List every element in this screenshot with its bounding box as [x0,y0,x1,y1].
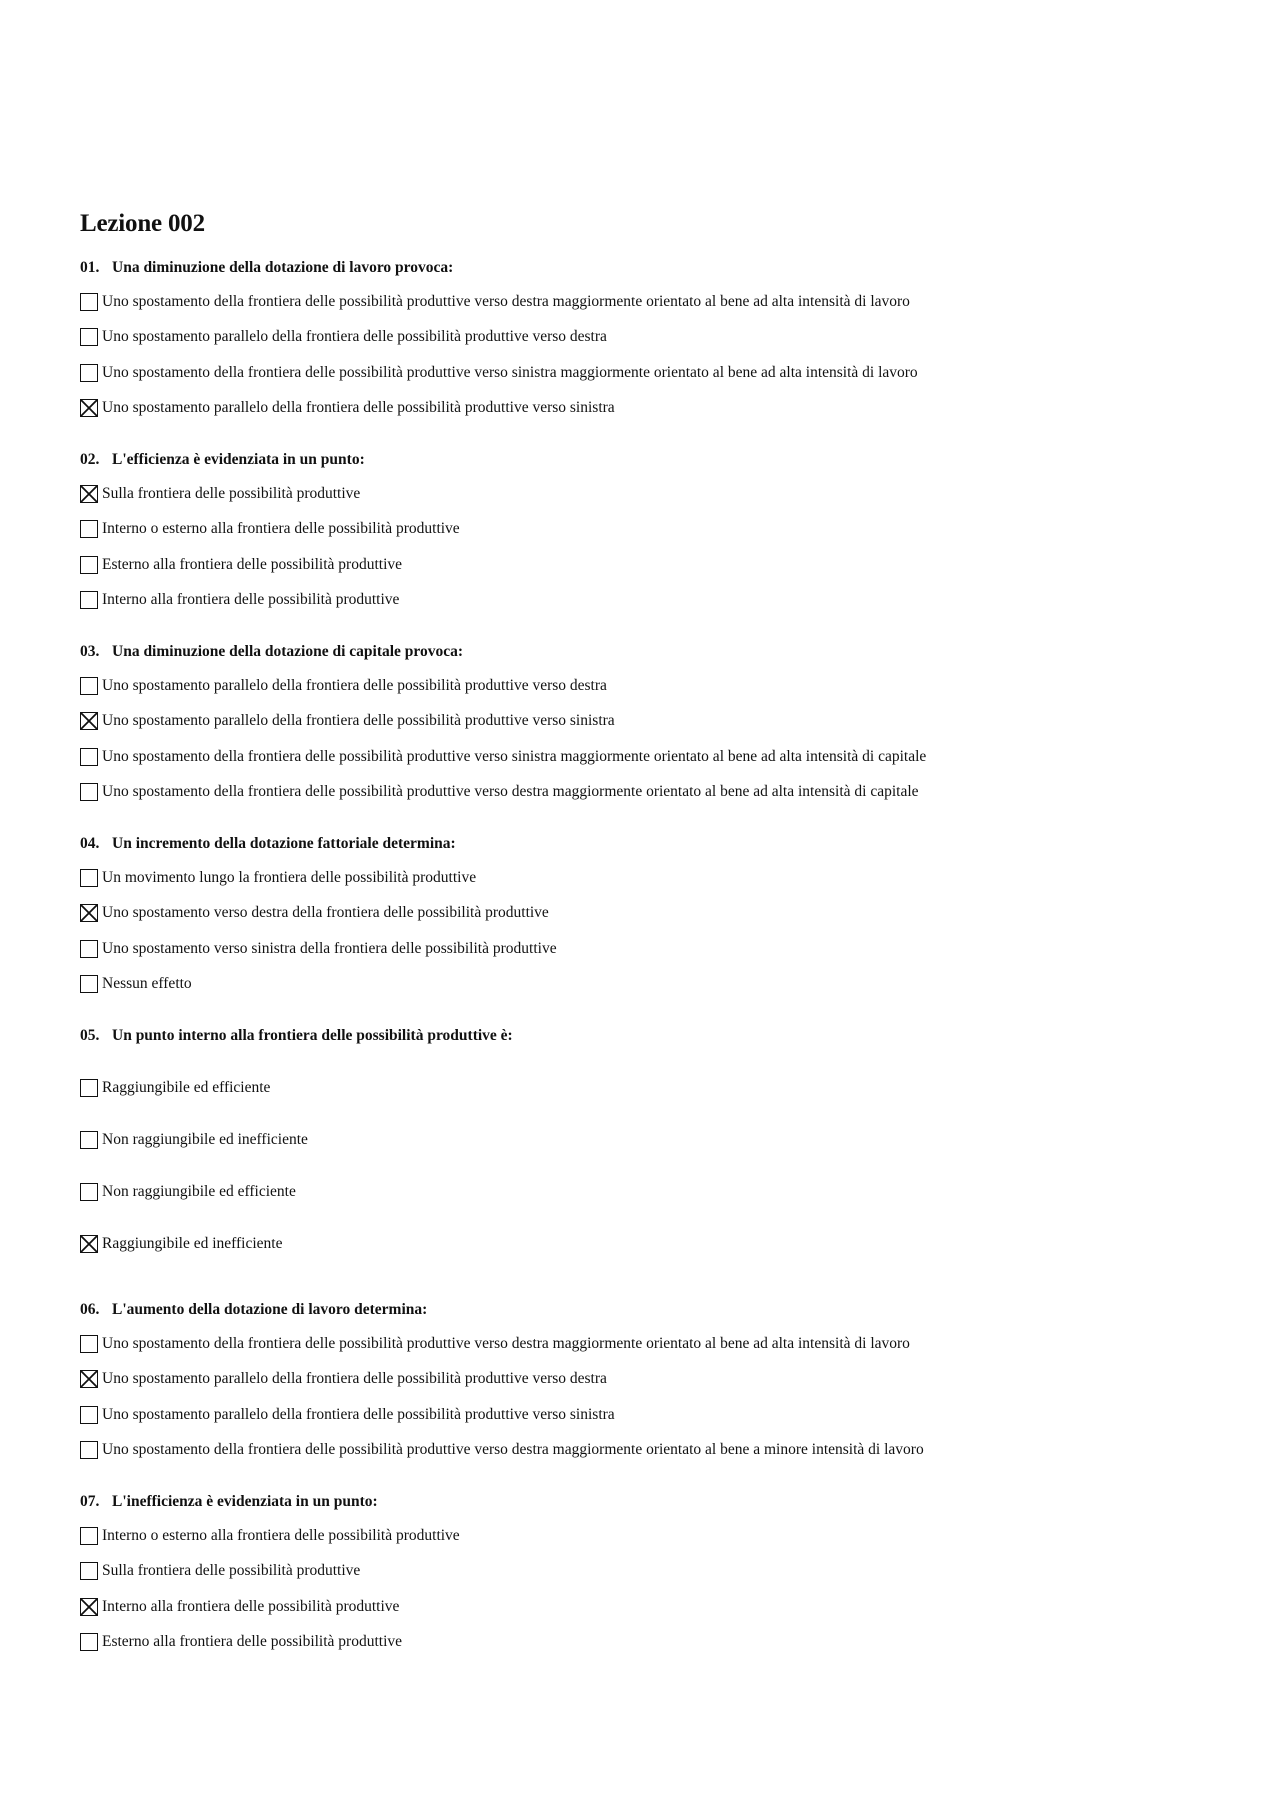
answer-option[interactable] [80,739,1230,775]
answer-option[interactable] [80,704,1230,740]
answer-option[interactable] [80,1518,1230,1554]
answer-option[interactable] [80,547,1230,583]
answer-option-label: Interno o esterno alla frontiera delle possibilità produttive [102,1526,460,1544]
answer-checkbox[interactable] [80,1562,98,1580]
cross-mark-icon [81,1236,97,1252]
answer-option[interactable] [80,1589,1230,1625]
question-text [80,1026,1230,1046]
question-06 [80,1300,1230,1468]
question-prompt: L'aumento della dotazione di lavoro determina: [112,1301,428,1318]
answer-option-label: Uno spostamento verso destra della frontiera delle possibilità produttive [102,904,549,922]
answer-option[interactable] [80,1218,1230,1270]
answer-checkbox-checked[interactable] [80,1370,98,1388]
answer-option[interactable] [80,391,1230,427]
cross-mark-icon [81,1599,97,1615]
answer-checkbox[interactable] [80,1335,98,1353]
cross-mark-icon [81,400,97,416]
question-number: 01. [80,259,100,276]
answer-checkbox[interactable] [80,940,98,958]
answer-option-label: Uno spostamento della frontiera delle possibilità produttive verso destra maggiormente orientato al bene ad alta intensità di lavoro [102,1334,910,1352]
question-number: 06. [80,1301,100,1318]
answer-option[interactable] [80,931,1230,967]
answer-checkbox-checked[interactable] [80,1598,98,1616]
answer-option[interactable] [80,1114,1230,1166]
question-text [80,834,1230,854]
answer-option-label: Uno spostamento della frontiera delle possibilità produttive verso sinistra maggiormente orientato al bene ad alta intensità di lavoro [102,363,918,381]
question-number: 03. [80,643,100,660]
question-number: 05. [80,1027,100,1044]
question-text [80,258,1230,278]
question-01 [80,258,1230,426]
answer-option[interactable] [80,583,1230,619]
answer-checkbox[interactable] [80,520,98,538]
answer-checkbox[interactable] [80,1441,98,1459]
answer-checkbox[interactable] [80,1183,98,1201]
answer-option[interactable] [80,320,1230,356]
answer-option[interactable] [80,668,1230,704]
answer-checkbox-checked[interactable] [80,712,98,730]
answer-option[interactable] [80,1326,1230,1362]
cross-mark-icon [81,486,97,502]
answer-option-label: Uno spostamento parallelo della frontiera delle possibilità produttive verso sinistra [102,1405,615,1423]
cross-mark-icon [81,905,97,921]
cross-mark-icon [81,713,97,729]
answer-option[interactable] [80,1397,1230,1433]
question-prompt: L'efficienza è evidenziata in un punto: [112,451,365,468]
answer-option-label: Uno spostamento della frontiera delle possibilità produttive verso destra maggiormente orientato al bene ad alta intensità di lavoro [102,292,910,310]
answer-checkbox[interactable] [80,1633,98,1651]
question-number: 02. [80,451,100,468]
question-07 [80,1492,1230,1660]
question-prompt: Un punto interno alla frontiera delle possibilità produttive è: [112,1027,513,1044]
answer-checkbox[interactable] [80,1527,98,1545]
answer-option-label: Non raggiungibile ed efficiente [102,1183,296,1200]
answer-option-label: Uno spostamento parallelo della frontiera delle possibilità produttive verso destra [102,1370,607,1388]
answer-option[interactable] [80,860,1230,896]
answer-checkbox[interactable] [80,1079,98,1097]
question-prompt: Una diminuzione della dotazione di capitale provoca: [112,643,464,660]
answer-checkbox-checked[interactable] [80,399,98,417]
question-text [80,642,1230,662]
answer-option-label: Uno spostamento parallelo della frontiera delle possibilità produttive verso sinistra [102,399,615,417]
cross-mark-icon [81,1371,97,1387]
question-02 [80,450,1230,618]
answer-option-label: Esterno alla frontiera delle possibilità produttive [102,1633,403,1651]
question-text [80,1300,1230,1320]
question-prompt: Un incremento della dotazione fattoriale determina: [112,835,456,852]
answer-checkbox[interactable] [80,328,98,346]
question-prompt: L'inefficienza è evidenziata in un punto: [112,1493,378,1510]
answer-checkbox-checked[interactable] [80,485,98,503]
quiz-page [80,208,1230,1684]
answer-option-label: Un movimento lungo la frontiera delle possibilità produttive [102,868,477,886]
answer-option[interactable] [80,1166,1230,1218]
answer-option[interactable] [80,1062,1230,1114]
answer-checkbox[interactable] [80,591,98,609]
answer-option[interactable] [80,1625,1230,1661]
answer-checkbox[interactable] [80,556,98,574]
answer-option[interactable] [80,284,1230,320]
answer-checkbox[interactable] [80,975,98,993]
answer-checkbox[interactable] [80,364,98,382]
answer-checkbox-checked[interactable] [80,904,98,922]
answer-option[interactable] [80,1554,1230,1590]
answer-option-label: Esterno alla frontiera delle possibilità produttive [102,555,403,573]
answer-option-label: Nessun effetto [102,975,192,993]
answer-option[interactable] [80,967,1230,1003]
answer-option[interactable] [80,355,1230,391]
answer-option-label: Uno spostamento verso sinistra della frontiera delle possibilità produttive [102,939,557,957]
answer-option-label: Uno spostamento della frontiera delle possibilità produttive verso destra maggiormente orientato al bene a minore intensità di lavoro [102,1441,924,1459]
question-number: 07. [80,1493,100,1510]
answer-option-label: Raggiungibile ed inefficiente [102,1235,283,1252]
answer-checkbox[interactable] [80,1406,98,1424]
answer-option[interactable] [80,1362,1230,1398]
answer-option-label: Uno spostamento parallelo della frontiera delle possibilità produttive verso sinistra [102,712,615,730]
question-04 [80,834,1230,1002]
answer-option-label: Uno spostamento parallelo della frontiera delle possibilità produttive verso destra [102,676,607,694]
answer-checkbox[interactable] [80,1131,98,1149]
answer-checkbox[interactable] [80,869,98,887]
answer-option-label: Sulla frontiera delle possibilità produttive [102,484,361,502]
lesson-title: Lezione 002 [80,210,205,237]
answer-checkbox[interactable] [80,293,98,311]
answer-option[interactable] [80,476,1230,512]
question-03 [80,642,1230,810]
answer-checkbox[interactable] [80,748,98,766]
answer-option[interactable] [80,1433,1230,1469]
question-list [80,258,1230,1660]
answer-option-label: Uno spostamento parallelo della frontiera delle possibilità produttive verso destra [102,328,607,346]
question-05 [80,1026,1230,1270]
answer-option[interactable] [80,775,1230,811]
answer-option-label: Uno spostamento della frontiera delle possibilità produttive verso sinistra maggiormente orientato al bene ad alta intensità di capitale [102,747,927,765]
answer-checkbox-checked[interactable] [80,1235,98,1253]
answer-option-label: Raggiungibile ed efficiente [102,1079,271,1096]
answer-checkbox[interactable] [80,783,98,801]
answer-option-label: Interno o esterno alla frontiera delle possibilità produttive [102,520,460,538]
answer-option-label: Interno alla frontiera delle possibilità produttive [102,1597,400,1615]
answer-option-label: Uno spostamento della frontiera delle possibilità produttive verso destra maggiormente orientato al bene ad alta intensità di capitale [102,783,919,801]
question-text [80,450,1230,470]
question-text [80,1492,1230,1512]
answer-option-label: Interno alla frontiera delle possibilità produttive [102,591,400,609]
answer-option-label: Sulla frontiera delle possibilità produttive [102,1562,361,1580]
answer-option[interactable] [80,512,1230,548]
question-number: 04. [80,835,100,852]
question-prompt: Una diminuzione della dotazione di lavoro provoca: [112,259,454,276]
answer-checkbox[interactable] [80,677,98,695]
answer-option[interactable] [80,896,1230,932]
answer-option-label: Non raggiungibile ed inefficiente [102,1131,308,1148]
